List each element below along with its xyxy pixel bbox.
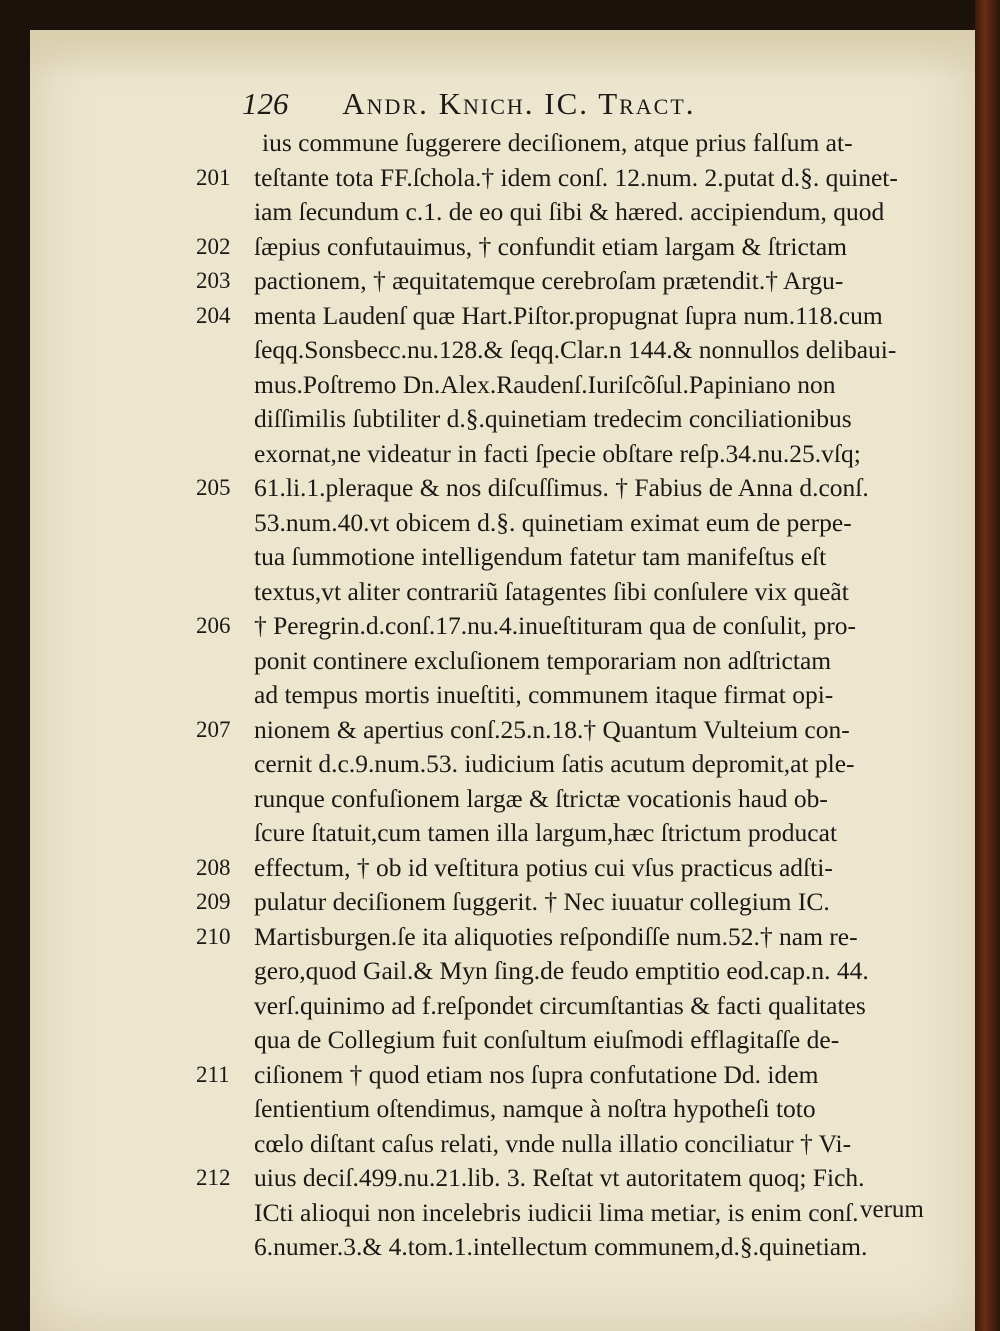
text-line xyxy=(0,678,975,713)
line-text: ciſionem † quod etiam nos ſupra confutatione Dd. idem xyxy=(254,1059,819,1089)
text-line xyxy=(0,126,975,161)
line-text: 61.li.1.pleraque & nos diſcuſſimus. † Fabius de Anna d.conſ. xyxy=(254,473,869,502)
catchword: verum xyxy=(860,1196,924,1223)
line-text: ſcure ſtatuit,cum tamen illa largum,hæc ſtrictum producat xyxy=(254,818,838,847)
text-line xyxy=(0,609,975,644)
line-text: verſ.quinimo ad f.reſpondet circumſtantias & facti qualitates xyxy=(254,990,866,1020)
line-text: 53.num.40.vt obicem d.§. quinetiam eximat eum de perpe- xyxy=(254,507,852,537)
line-text: iam ſecundum c.1. de eo qui ſibi & hæred. accipiendum, quod xyxy=(254,197,885,226)
line-text: teſtante tota FF.ſchola.† idem conſ. 12.num. 2.putat d.§. quinet- xyxy=(254,162,898,192)
text-line xyxy=(0,920,975,955)
text-line xyxy=(0,954,975,989)
margin-number: 206 xyxy=(196,613,231,638)
line-text: uius deciſ.499.nu.21.lib. 3. Reſtat vt autoritatem quoq; Fich. xyxy=(254,1163,865,1192)
margin-number: 204 xyxy=(196,302,231,328)
text-line xyxy=(0,506,975,541)
line-text: nionem & apertius conſ.25.n.18.† Quantum Vulteium con- xyxy=(254,714,850,744)
line-text: gero,quod Gail.& Myn ſing.de feudo emptitio eod.cap.n. 44. xyxy=(254,956,869,985)
text-line xyxy=(0,713,975,748)
text-line xyxy=(0,1023,975,1058)
text-line xyxy=(0,885,975,920)
line-text: qua de Collegium fuit conſultum eiuſmodi efflagitaſſe de- xyxy=(254,1025,840,1054)
line-text: tua ſummotione intelligendum fatetur tam manifeſtus eſt xyxy=(254,542,827,571)
margin-number: 210 xyxy=(196,923,231,949)
line-text: ſentientium oſtendimus, namque à noſtra hypotheſi toto xyxy=(254,1094,816,1123)
line-text: ius commune ſuggerere deciſionem, atque prius falſum at- xyxy=(262,128,853,157)
line-text: ad tempus mortis inueſtiti, communem itaque firmat opi- xyxy=(254,680,834,709)
line-text: textus,vt aliter contrariũ ſatagentes ſibi conſulere vix queãt xyxy=(254,576,849,606)
text-line xyxy=(0,644,975,679)
margin-number: 209 xyxy=(196,889,231,914)
margin-number: 212 xyxy=(196,1165,231,1190)
text-line xyxy=(0,575,975,610)
text-line xyxy=(0,540,975,575)
text-line xyxy=(0,1127,975,1162)
line-text: ſeqq.Sonsbecc.nu.128.& ſeqq.Clar.n 144.& nonnullos delibaui- xyxy=(254,335,897,364)
text-line xyxy=(0,747,975,782)
margin-number: 208 xyxy=(196,854,231,880)
page-number: 126 xyxy=(242,86,289,121)
line-text: mus.Poſtremo Dn.Alex.Raudenſ.Iuriſcõſul.Papiniano non xyxy=(254,369,836,399)
page-header xyxy=(242,86,696,122)
margin-number: 202 xyxy=(196,233,231,259)
text-line xyxy=(0,437,975,472)
text-line xyxy=(0,1058,975,1093)
line-text: diſſimilis ſubtiliter d.§.quinetiam tredecim conciliationibus xyxy=(254,404,852,433)
text-line xyxy=(0,1196,975,1231)
text-line xyxy=(0,299,975,334)
text-line xyxy=(0,402,975,437)
line-text: Martisburgen.ſe ita aliquoties reſpondiſſe num.52.† nam re- xyxy=(254,921,858,951)
running-title: Andr. Knich. IC. Tract. xyxy=(342,86,696,121)
text-line xyxy=(0,816,975,851)
line-text: cernit d.c.9.num.53. iudicium ſatis acutum depromit,at ple- xyxy=(254,749,855,778)
text-line xyxy=(0,333,975,368)
line-text: ſæpius confutauimus, † confundit etiam largam & ſtrictam xyxy=(254,231,847,261)
body-text xyxy=(0,126,975,1265)
text-line xyxy=(0,195,975,230)
text-line xyxy=(0,851,975,886)
line-text: runque confuſionem largæ & ſtrictæ vocationis haud ob- xyxy=(254,783,828,813)
text-line xyxy=(0,264,975,299)
line-text: † Peregrin.d.conſ.17.nu.4.inueſtituram qua de conſulit, pro- xyxy=(254,611,856,640)
text-line xyxy=(0,471,975,506)
line-text: menta Laudenſ quæ Hart.Piſtor.propugnat ſupra num.118.cum xyxy=(254,300,883,330)
text-line xyxy=(0,161,975,196)
margin-number: 207 xyxy=(196,716,231,742)
line-text: 6.numer.3.& 4.tom.1.intellectum communem,d.§.quinetiam. xyxy=(254,1232,868,1261)
text-line xyxy=(0,782,975,817)
line-text: ICti alioqui non incelebris iudicii lima metiar, is enim conſ. xyxy=(254,1197,859,1227)
text-line xyxy=(0,1161,975,1196)
book-edge xyxy=(975,0,1000,1331)
line-text: exornat,ne videatur in facti ſpecie obſtare reſp.34.nu.25.vſq; xyxy=(254,438,861,468)
line-text: pactionem, † æquitatemque cerebroſam prætendit.† Argu- xyxy=(254,266,844,295)
margin-number: 211 xyxy=(196,1061,230,1087)
line-text: pulatur deciſionem ſuggerit. † Nec iuuatur collegium IC. xyxy=(254,887,830,916)
line-text: cœlo diſtant caſus relati, vnde nulla illatio conciliatur † Vi- xyxy=(254,1128,852,1158)
margin-number: 201 xyxy=(196,164,231,190)
text-line xyxy=(0,989,975,1024)
line-text: ponit continere excluſionem temporariam non adſtrictam xyxy=(254,645,832,675)
margin-number: 205 xyxy=(196,475,231,500)
line-text: effectum, † ob id veſtitura potius cui vſus practicus adſti- xyxy=(254,852,833,882)
text-line xyxy=(0,1230,975,1265)
text-line xyxy=(0,230,975,265)
text-line xyxy=(0,1092,975,1127)
text-line xyxy=(0,368,975,403)
margin-number: 203 xyxy=(196,268,231,293)
